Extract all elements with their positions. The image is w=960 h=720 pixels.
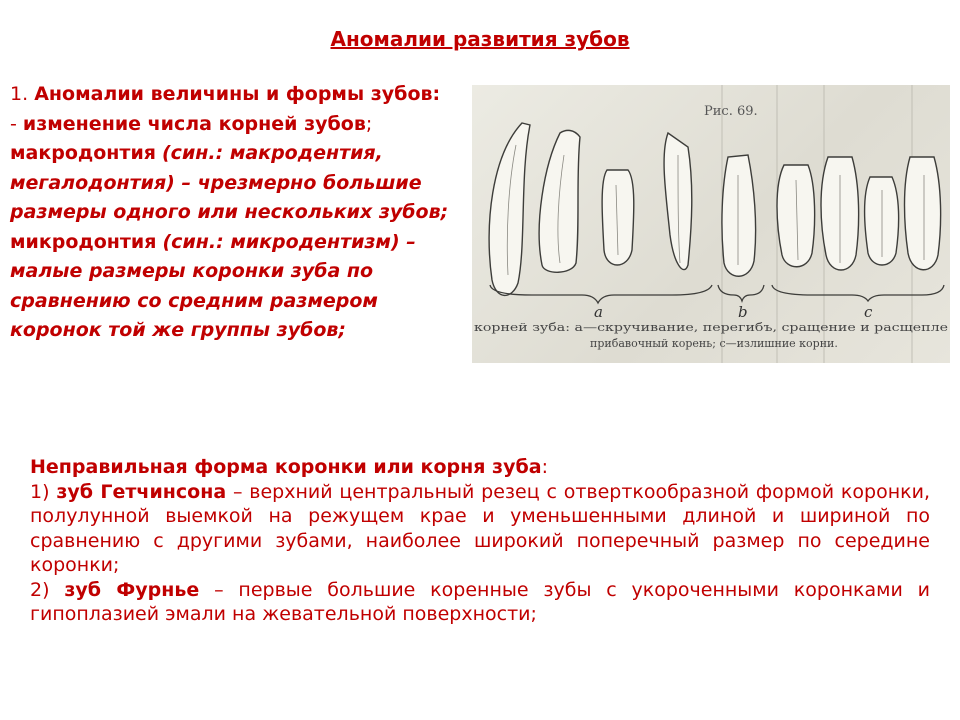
root-count-text: изменение числа корней зубов	[22, 112, 366, 135]
tooth-9	[905, 157, 941, 270]
group-b-label: b	[738, 303, 748, 321]
bottom-text-block	[30, 455, 930, 627]
hutchinson-item	[30, 480, 930, 578]
root-count-item	[10, 110, 470, 140]
microdontia-desc: (син.: микродентизм) – малые размеры коронки зуба по сравнению со средним размером коронок той же группы зубов;	[10, 230, 416, 341]
point-1-heading: Аномалии величины и формы зубов:	[34, 83, 441, 105]
crown-root-heading-text: Неправильная форма коронки или корня зуба	[30, 456, 542, 478]
tooth-1	[489, 123, 530, 295]
teeth-illustration	[472, 85, 950, 363]
figure-caption-line-1: корней зуба: а—скручивание, перегибъ, сращение и расщепле	[474, 321, 948, 334]
point-1-number: 1.	[10, 83, 29, 105]
fournier-number: 2)	[30, 578, 50, 601]
crown-root-heading	[30, 455, 930, 480]
figure-caption-line-2: прибавочный корень; с—излишние корни.	[590, 337, 838, 350]
slide-title: Аномалии развития зубов	[330, 27, 630, 51]
fournier-term: зуб Фурнье	[64, 578, 200, 601]
tooth-5	[722, 155, 756, 276]
dash-bullet: -	[10, 112, 17, 135]
teeth-figure	[472, 85, 950, 363]
tooth-8	[865, 177, 899, 265]
fournier-item	[30, 578, 930, 627]
hutchinson-number: 1)	[30, 480, 50, 503]
hutchinson-text: – верхний центральный резец с отверткообразной формой коронки, полулунной выемкой на режущем крае и уменьшенными длиной и шириной по сравнению с другими зубами, наиболее широкий поперечный размер по середине коронки;	[30, 480, 930, 576]
microdontia-term: микродонтия	[10, 230, 157, 253]
macrodontia-desc: (син.: макродентия, мегалодонтия) – чрезмерно большие размеры одного или нескольких зубов;	[10, 142, 449, 223]
fournier-text: – первые большие коренные зубы с укороченными коронками и гипоплазией эмали на жевательной поверхности;	[30, 578, 930, 625]
hutchinson-term: зуб Гетчинсона	[56, 480, 227, 503]
left-text-block	[10, 80, 470, 346]
root-count-end: ;	[365, 112, 373, 135]
macrodontia-term: макродонтия	[10, 142, 156, 164]
group-c-label: c	[864, 303, 873, 321]
tooth-2	[539, 130, 580, 272]
microdontia-item	[10, 228, 470, 346]
point-1	[10, 80, 470, 110]
macrodontia-item	[10, 139, 470, 228]
teeth-drawings	[489, 123, 941, 295]
crown-root-heading-end: :	[541, 456, 548, 478]
group-a-label: a	[594, 303, 603, 321]
figure-number: Рис. 69.	[704, 104, 758, 119]
